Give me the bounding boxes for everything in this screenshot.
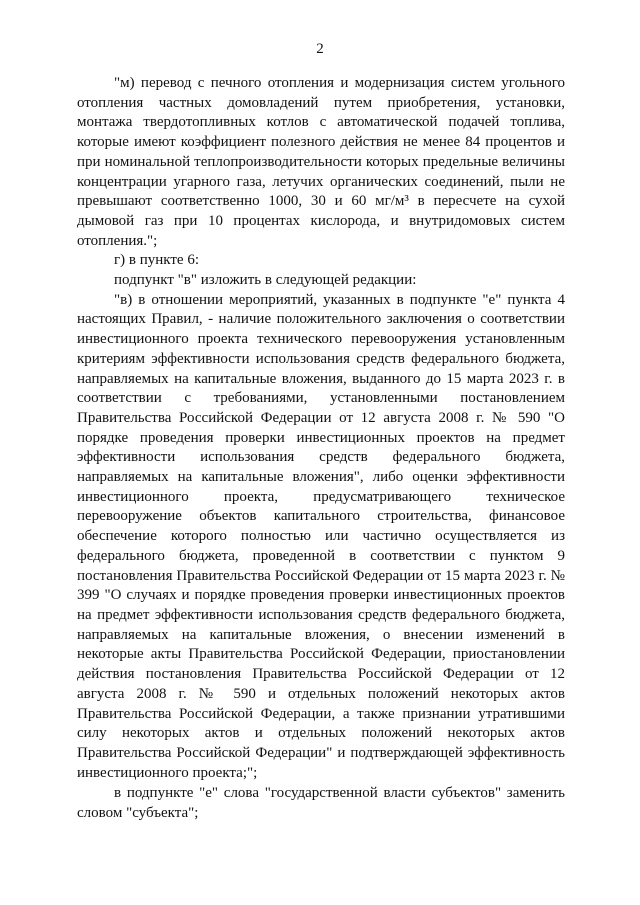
paragraph-subitem-v-intro: подпункт "в" изложить в следующей редакции:	[114, 272, 417, 289]
paragraph-subitem-m: "м) перевод с печного отопления и модернизация систем угольного отопления частных домовладений путем приобретения, установки, монтажа твердотопливных котлов с автоматической подачей топлива, которые имеют коэффициент полезного действия не менее 84 процентов и при номинальной теплопроизводительности которых предельные величины концентрации угарного газа, летучих органических соединений, пыли не превышают соответственно 1000, 30 и 60 мг/м³ в пересчете на сухой дымовой газ при 10 процентах кислорода, и внутридомовых систем отопления.";	[77, 75, 565, 249]
paragraph-item-g: г) в пункте 6:	[114, 252, 200, 269]
paragraph-subitem-e: в подпункте "е" слова "государственной власти субъектов" заменить словом "субъекта";	[77, 785, 565, 822]
document-body	[77, 74, 565, 824]
page-number: 2	[316, 41, 324, 57]
paragraph-subitem-v-text: "в) в отношении мероприятий, указанных в подпункте "е" пункта 4 настоящих Правил, - наличие положительного заключения о соответствии инвестиционного проекта технического перевооружения установленным критериям эффективности использования средств федерального бюджета, направляемых на капитальные вложения, выданного до 15 марта 2023 г. в соответствии с требованиями, установленными постановлением Правительства Российской Федерации от 12 августа 2008 г. № 590 "О порядке проведения проверки инвестиционных проектов на предмет эффективности использования средств федерального бюджета, направляемых на капитальные вложения", либо оценки эффективности инвестиционного проекта, предусматривающего техническое перевооружение объектов капитального строительства, финансовое обеспечение которого полностью или частично осуществляется из федерального бюджета, проведенной в соответствии с пунктом 9 постановления Правительства Российской Федерации от 15 марта 2023 г. № 399 "О случаях и порядке проведения проверки инвестиционных проектов на предмет эффективности использования средств федерального бюджета, направляемых на капитальные вложения, о внесении изменений в некоторые акты Правительства Российской Федерации, приостановлении действия постановления Правительства Российской Федерации от 12 августа 2008 г. № 590 и отдельных положений некоторых актов Правительства Российской Федерации, а также признании утратившими силу некоторых актов и отдельных положений некоторых актов Правительства Российской Федерации" и подтверждающей эффективность инвестиционного проекта;";	[77, 291, 565, 781]
